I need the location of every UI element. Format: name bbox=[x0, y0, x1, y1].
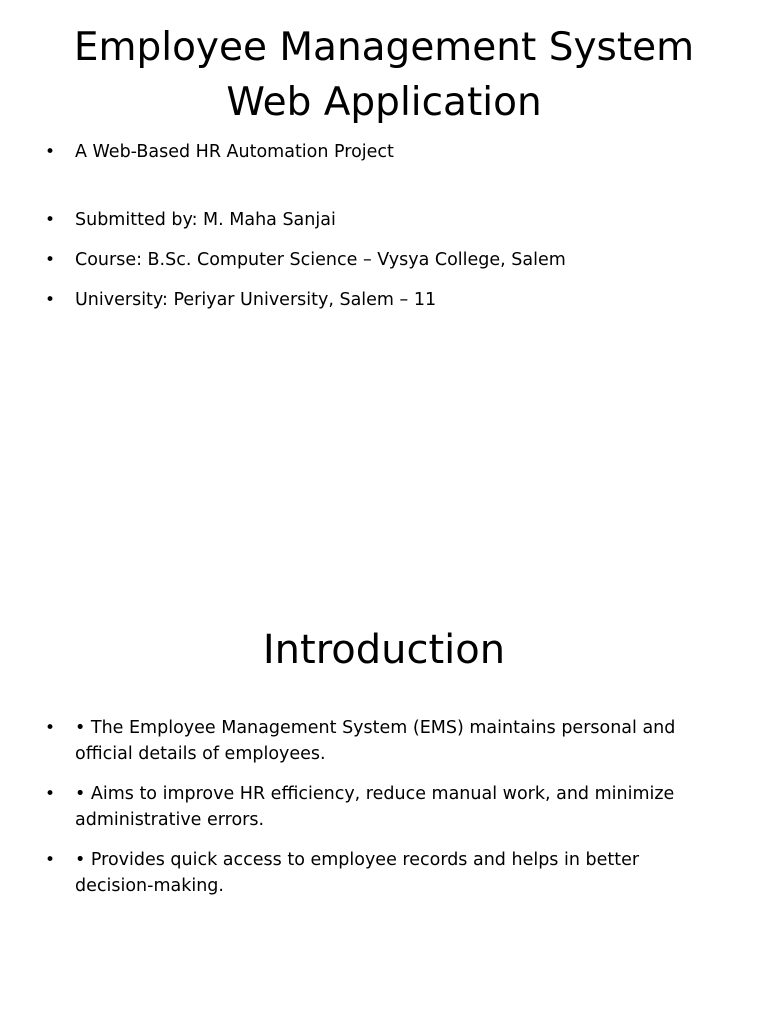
title-line-2: Web Application bbox=[226, 80, 542, 125]
list-item bbox=[0, 781, 768, 833]
bullet-marker: • bbox=[45, 250, 56, 270]
list-item bbox=[0, 247, 768, 273]
list-item bbox=[0, 847, 768, 899]
bullet-marker: • bbox=[45, 290, 56, 310]
bullet-text: A Web-Based HR Automation Project bbox=[75, 142, 394, 162]
bullet-text: Submitted by: M. Maha Sanjai bbox=[75, 210, 336, 230]
bullet-list bbox=[0, 715, 768, 913]
title-line-1: Employee Management System bbox=[73, 25, 695, 70]
bullet-marker: • bbox=[45, 142, 56, 162]
bullet-text: • Aims to improve HR efficiency, reduce manual work, and minimize administrative errors. bbox=[75, 784, 675, 830]
slide-title: Introduction bbox=[262, 627, 506, 673]
list-item bbox=[0, 287, 768, 313]
bullet-text: University: Periyar University, Salem – 11 bbox=[75, 290, 437, 310]
list-item bbox=[0, 715, 768, 767]
bullet-marker: • bbox=[45, 784, 56, 804]
bullet-marker: • bbox=[45, 210, 56, 230]
slide-title bbox=[0, 20, 768, 130]
list-item bbox=[0, 207, 768, 233]
bullet-marker: • bbox=[45, 850, 56, 870]
bullet-marker: • bbox=[45, 718, 56, 738]
bullet-text: • The Employee Management System (EMS) maintains personal and official details of employees. bbox=[75, 718, 676, 764]
list-item bbox=[0, 139, 768, 165]
bullet-text: • Provides quick access to employee records and helps in better decision-making. bbox=[75, 850, 640, 896]
bullet-text: Course: B.Sc. Computer Science – Vysya College, Salem bbox=[75, 250, 566, 270]
bullet-list bbox=[0, 139, 768, 327]
introduction-slide bbox=[0, 512, 768, 1024]
